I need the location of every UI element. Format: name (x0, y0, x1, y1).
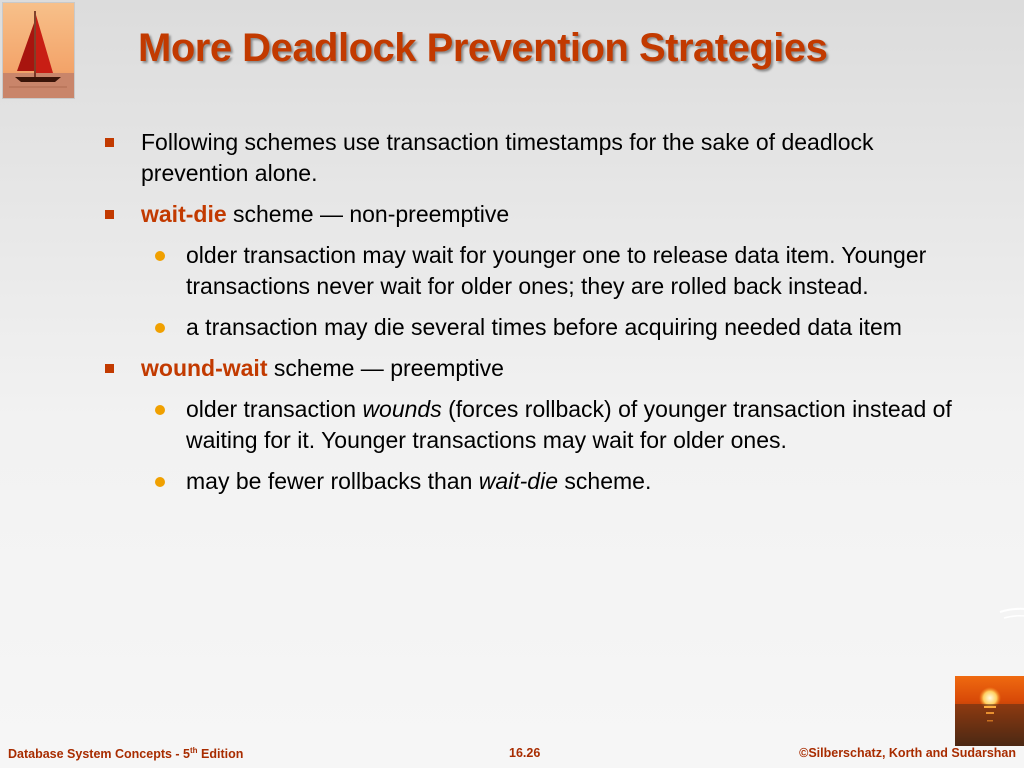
footer-edition-text: Edition (197, 747, 244, 762)
sub-bullet-older-wait (151, 240, 975, 302)
sub-bullet-die-several (151, 312, 975, 343)
square-bullet-icon (105, 364, 114, 373)
round-bullet-icon (155, 323, 165, 333)
bullet-wound-wait (105, 353, 975, 384)
round-bullet-icon (155, 405, 165, 415)
slide-content (105, 127, 975, 507)
sub-bullet-text: a transaction may die several times before acquiring needed data item (186, 314, 902, 340)
sunset-icon (955, 676, 1024, 746)
bullet-text: Following schemes use transaction timestamps for the sake of deadlock prevention alone. (141, 129, 874, 186)
corner-decoration-icon (994, 604, 1024, 624)
footer-page-number: 16.26 (509, 746, 541, 760)
sub-bullet-emphasis: wait-die (478, 468, 559, 494)
footer-edition-sup: th (190, 746, 198, 755)
sub-bullet-post: (forces rollback) of younger transaction instead of waiting for it. Younger transactions may wait for older ones. (186, 396, 952, 453)
bullet-timestamps (105, 127, 975, 189)
sub-bullet-fewer-rollbacks (151, 466, 975, 497)
sub-bullet-older-wounds (151, 394, 975, 456)
sub-bullet-pre: may be fewer rollbacks than (186, 468, 479, 494)
round-bullet-icon (155, 251, 165, 261)
sub-bullet-emphasis: wounds (362, 396, 442, 422)
keyword-wait-die: wait-die (141, 201, 227, 227)
slide-title: More Deadlock Prevention Strategies (138, 26, 828, 70)
keyword-wound-wait: wound-wait (141, 355, 268, 381)
square-bullet-icon (105, 138, 114, 147)
footer-copyright: ©Silberschatz, Korth and Sudarshan (799, 746, 1016, 760)
footer-book-title (8, 746, 243, 762)
sub-bullet-pre: older transaction (186, 396, 363, 422)
sailboat-logo-icon (2, 2, 75, 99)
round-bullet-icon (155, 477, 165, 487)
bullet-text: scheme — non-preemptive (226, 201, 510, 227)
footer-book-title-text: Database System Concepts - 5 (8, 747, 191, 762)
bullet-wait-die (105, 199, 975, 230)
square-bullet-icon (105, 210, 114, 219)
bullet-text: scheme — preemptive (267, 355, 504, 381)
sub-bullet-post: scheme. (558, 468, 652, 494)
sub-bullet-text: older transaction may wait for younger one to release data item. Younger transactions never wait for older ones; they are rolled back instead. (186, 242, 927, 299)
